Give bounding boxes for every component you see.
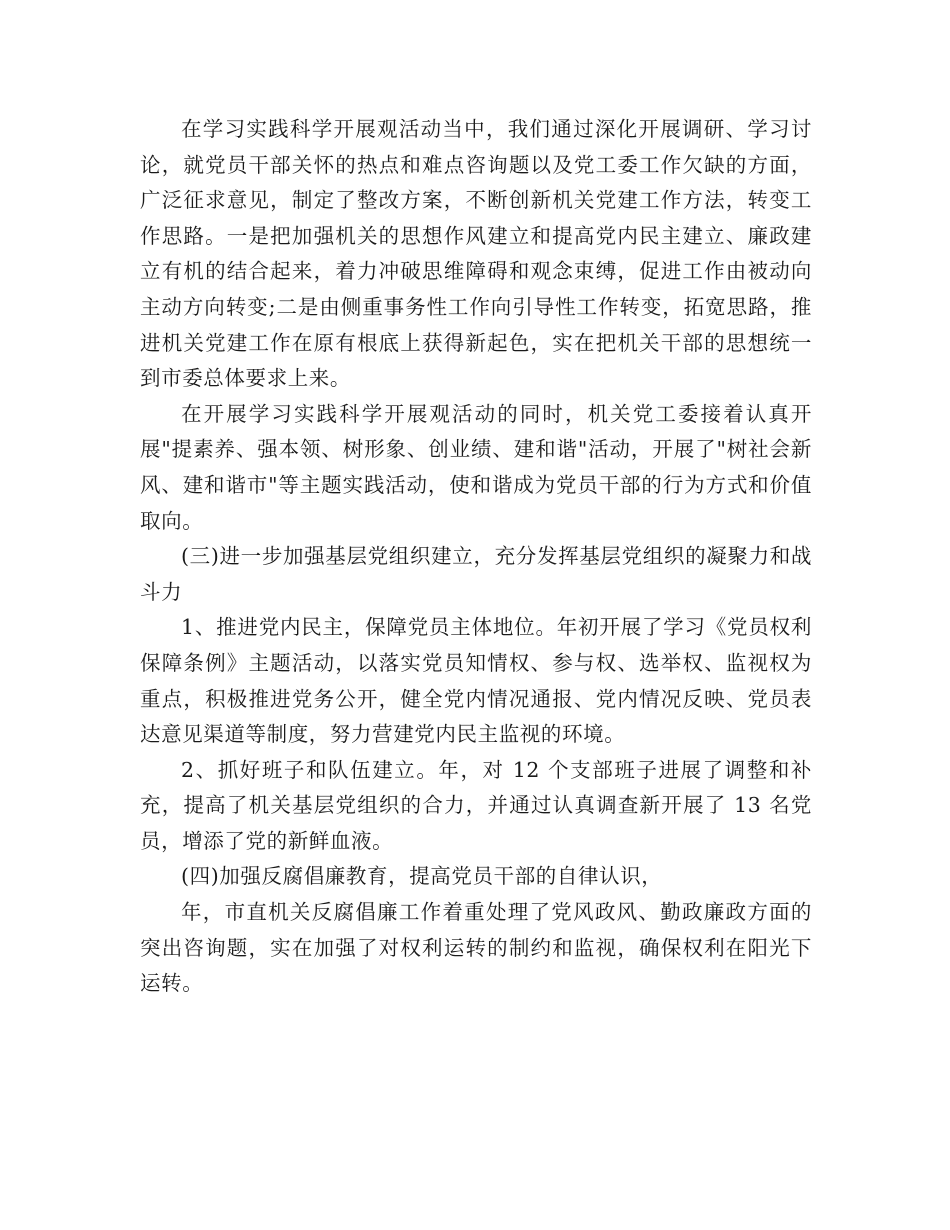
paragraph-team-building: 2、抓好班子和队伍建立。年，对 12 个支部班子进展了调整和补充，提高了机关基层党组织的合力，并通过认真调查新开展了 13 名党员，增添了党的新鲜血液。	[140, 757, 812, 853]
section-heading-three: (三)进一步加强基层党组织建立，充分发挥基层党组织的凝聚力和战斗力	[140, 544, 812, 604]
paragraph-inner-party-democracy: 1、推进党内民主，保障党员主体地位。年初开展了学习《党员权利保障条例》主题活动，以落实党员知情权、参与权、选举权、监视权为重点，积极推进党务公开，健全党内情况通报、党内情况反映、党员表达意见渠道等制度，努力营建党内民主监视的环境。	[140, 615, 812, 747]
document-body	[140, 112, 812, 1002]
paragraph-anti-corruption: 年，市直机关反腐倡廉工作着重处理了党风政风、勤政廉政方面的突出咨询题，实在加强了对权利运转的制约和监视，确保权利在阳光下运转。	[140, 900, 812, 996]
section-heading-four: (四)加强反腐倡廉教育，提高党员干部的自律认识，	[181, 864, 663, 889]
paragraph-harmony-activities: 在开展学习实践科学开展观活动的同时，机关党工委接着认真开展"提素养、强本领、树形象、创业绩、建和谐"活动，开展了"树社会新风、建和谐市"等主题实践活动，使和谐成为党员干部的行为方式和价值取向。	[140, 401, 812, 533]
paragraph-study-practice: 在学习实践科学开展观活动当中，我们通过深化开展调研、学习讨论，就党员干部关怀的热点和难点咨询题以及党工委工作欠缺的方面，广泛征求意见，制定了整改方案，不断创新机关党建工作方法，转变工作思路。一是把加强机关的思想作风建立和提高党内民主建立、廉政建立有机的结合起来，着力冲破思维障碍和观念束缚，促进工作由被动向主动方向转变;二是由侧重事务性工作向引导性工作转变，拓宽思路，推进机关党建工作在原有根底上获得新起色，实在把机关干部的思想统一到市委总体要求上来。	[140, 117, 812, 391]
